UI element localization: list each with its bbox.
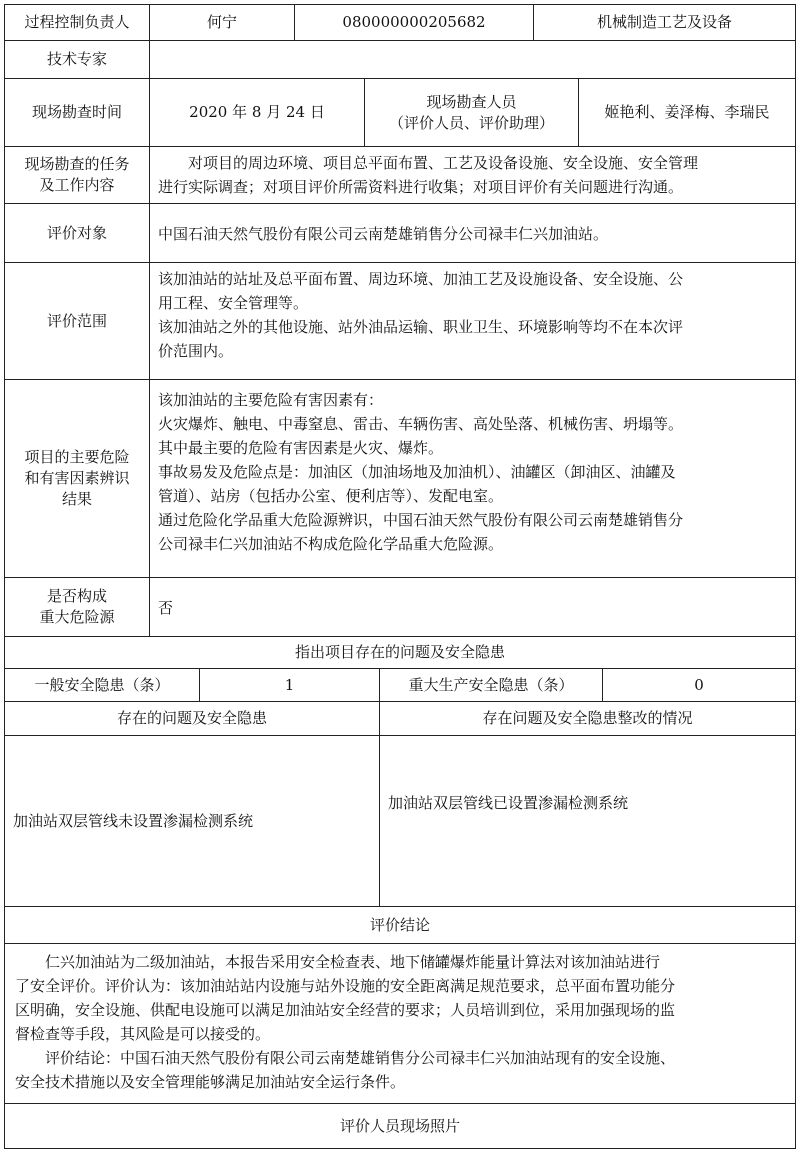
issue-column-title: 存在的问题及安全隐患 — [4, 701, 380, 736]
task-label-line2: 及工作内容 — [39, 176, 115, 194]
task-content-line1: 对项目的周边环境、项目总平面布置、工艺及设备设施、安全设施、安全管理 — [188, 154, 699, 172]
fix-cell — [379, 735, 796, 907]
hazards-content — [149, 379, 796, 578]
survey-time-value: 2020 年 8 月 24 日 — [149, 78, 365, 147]
conclusion-p1-line: 了安全评价。评价认为：该加油站站内设施与站外设施的安全距离满足规范要求，总平面布置功能分 — [15, 977, 676, 995]
hazards-line: 管道）、站房（包括办公室、便利店等）、发配电室。 — [158, 487, 504, 505]
survey-people-label-line2: （评价人员、评价助理） — [388, 113, 554, 132]
general-hazard-label: 一般安全隐患（条） — [4, 668, 200, 702]
tech-expert-label: 技术专家 — [4, 40, 150, 79]
conclusion-p2-line: 安全技术措施以及安全管理能够满足加油站安全运行条件。 — [15, 1073, 406, 1091]
task-content — [149, 146, 796, 204]
issue-cell — [4, 735, 380, 907]
object-label: 评价对象 — [4, 203, 150, 263]
scope-content — [149, 262, 796, 380]
photos-title: 评价人员现场照片 — [4, 1103, 796, 1149]
scope-line: 该加油站的站址及总平面布置、周边环境、加油工艺及设施设备、安全设施、公 — [158, 270, 684, 288]
hazards-line: 事故易发及危险点是：加油区（加油场地及加油机）、油罐区（卸油区、油罐及 — [158, 463, 676, 481]
fix-column-title: 存在问题及安全隐患整改的情况 — [379, 701, 796, 736]
hazards-line: 火灾爆炸、触电、中毒窒息、雷击、车辆伤害、高处坠落、机械伤害、坍塌等。 — [158, 415, 684, 433]
general-hazard-count: 1 — [199, 668, 380, 702]
task-content-line2: 进行实际调查；对项目评价所需资料进行收集；对项目评价有关问题进行沟通。 — [158, 178, 684, 196]
conclusion-p2-line: 评价结论：中国石油天然气股份有限公司云南楚雄销售分公司禄丰仁兴加油站现有的安全设施、 — [45, 1049, 676, 1067]
task-label-line1: 现场勘查的任务 — [24, 155, 130, 173]
major-hazard-label-line1: 是否构成 — [46, 587, 107, 605]
conclusion-title: 评价结论 — [4, 906, 796, 944]
scope-line: 该加油站之外的其他设施、站外油品运输、职业卫生、环境影响等均不在本次评 — [158, 318, 684, 336]
tech-expert-value — [149, 40, 796, 79]
survey-people-value: 姬艳利、姜泽梅、李瑞民 — [578, 78, 796, 147]
hazards-line: 公司禄丰仁兴加油站不构成危险化学品重大危险源。 — [158, 535, 504, 553]
hazards-label — [4, 379, 150, 578]
hazards-line: 通过危险化学品重大危险源辨识，中国石油天然气股份有限公司云南楚雄销售分 — [158, 511, 684, 529]
major-hazard-label-line2: 重大危险源 — [39, 608, 115, 626]
major-hazard-label — [4, 577, 150, 637]
conclusion-p1-line: 区明确，安全设施、供配电设施可以满足加油站安全经营的要求；人员培训到位，采用加强现场的监 — [15, 1001, 676, 1019]
conclusion-content — [4, 943, 796, 1104]
controller-name: 何宁 — [149, 4, 295, 41]
evaluation-form-table — [4, 4, 796, 1149]
major-hazard-value: 否 — [149, 577, 796, 637]
hazards-label-line1: 项目的主要危险 — [24, 448, 130, 466]
issue-text: 加油站双层管线未设置渗漏检测系统 — [13, 812, 254, 830]
survey-time-label: 现场勘查时间 — [4, 78, 150, 147]
scope-line: 价范围内。 — [158, 342, 234, 360]
task-label — [4, 146, 150, 204]
object-value: 中国石油天然气股份有限公司云南楚雄销售分公司禄丰仁兴加油站。 — [149, 203, 796, 263]
hazards-line: 该加油站的主要危险有害因素有： — [158, 391, 384, 409]
issues-section-title: 指出项目存在的问题及安全隐患 — [4, 636, 796, 669]
hazards-line: 其中最主要的危险有害因素是火灾、爆炸。 — [158, 439, 444, 457]
fix-text: 加油站双层管线已设置渗漏检测系统 — [388, 794, 629, 812]
conclusion-p1-line: 督检查等手段，其风险是可以接受的。 — [15, 1025, 271, 1043]
survey-people-label — [364, 78, 579, 147]
major-hazard-count: 0 — [602, 668, 796, 702]
major-hazard-count-label: 重大生产安全隐患（条） — [379, 668, 603, 702]
hazards-label-line3: 结果 — [61, 490, 92, 508]
conclusion-p1-line: 仁兴加油站为二级加油站，本报告采用安全检查表、地下储罐爆炸能量计算法对该加油站进行 — [45, 953, 661, 971]
survey-people-label-line1: 现场勘查人员 — [426, 92, 517, 111]
scope-line: 用工程、安全管理等。 — [158, 294, 309, 312]
controller-specialty: 机械制造工艺及设备 — [533, 4, 796, 41]
controller-id-number: 080000000205682 — [294, 4, 534, 41]
scope-label: 评价范围 — [4, 262, 150, 380]
hazards-label-line2: 和有害因素辨识 — [24, 469, 130, 487]
controller-label: 过程控制负责人 — [4, 4, 150, 41]
